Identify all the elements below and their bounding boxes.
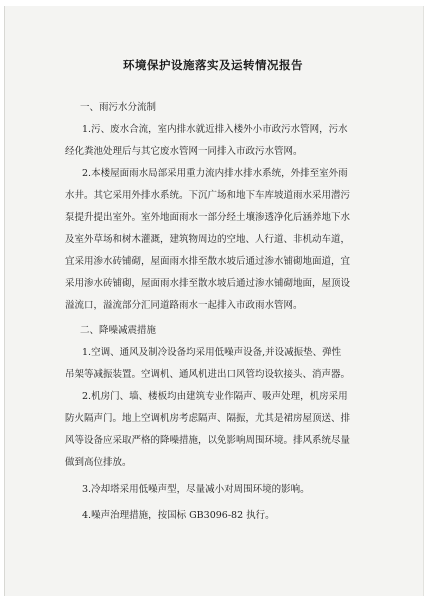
paragraph-line: 及室外草场和树木灌溉，建筑物周边的空地、人行道、非机动车道， [65, 234, 351, 245]
paragraph-line: 泵提升提出室外。室外地面雨水一部分经土壤渗透净化后涵养地下水 [65, 212, 351, 223]
paragraph-line: 2.本楼屋面雨水局部采用重力流内排水排水系统，外排至室外雨 [82, 168, 348, 179]
paragraph-line: 防火隔声门。地上空调机房考虑隔声、隔振，尤其是裙房屋顶送、排 [65, 413, 351, 424]
paragraph-line: 经化粪池处理后与其它废水管网一同排入市政污水管网。 [65, 146, 303, 157]
paragraph-line: 4.噪声治理措施，按国标 GB3096-82 执行。 [82, 510, 275, 521]
paragraph-line: 采用渗水砖铺砌，屋面雨水排至散水坡后通过渗水铺砌地面，屋顶设 [65, 278, 351, 289]
section-heading-rain-sewage: 一、雨污水分流制 [80, 102, 157, 113]
section-heading-noise-reduction: 二、降噪减震措施 [80, 325, 157, 336]
paragraph-line: 宜采用渗水砖铺砌，屋面雨水排至散水坡后通过渗水铺砌地面道，宜 [65, 256, 351, 267]
paragraph-line: 水井。其它采用外排水系统。下沉广场和地下车库坡道雨水采用潜污 [65, 190, 351, 201]
paragraph-line: 2.机房门、墙、楼板均由建筑专业作隔声、吸声处理，机房采用 [82, 391, 348, 402]
paragraph-line: 1.污、废水合流，室内排水就近排入楼外小市政污水管网，污水 [82, 124, 348, 135]
paragraph-line: 1.空调、通风及制冷设备均采用低噪声设备,并设减振垫、弹性 [82, 347, 342, 358]
document-title: 环境保护设施落实及运转情况报告 [123, 58, 303, 72]
paragraph-line: 吊架等减振装置。空调机、通风机进出口风管均设软接头、消声器。 [65, 369, 351, 380]
paragraph-line: 风等设备应采取严格的降噪措施，以免影响周围环境。排风系统尽量 [65, 435, 351, 446]
paragraph-line: 3.冷却塔采用低噪声型，尽量减小对周围环境的影响。 [82, 484, 310, 495]
paragraph-line: 做到高位排放。 [65, 457, 132, 468]
paragraph-line: 溢流口，溢流部分汇同道路雨水一起排入市政雨水管网。 [65, 300, 303, 311]
